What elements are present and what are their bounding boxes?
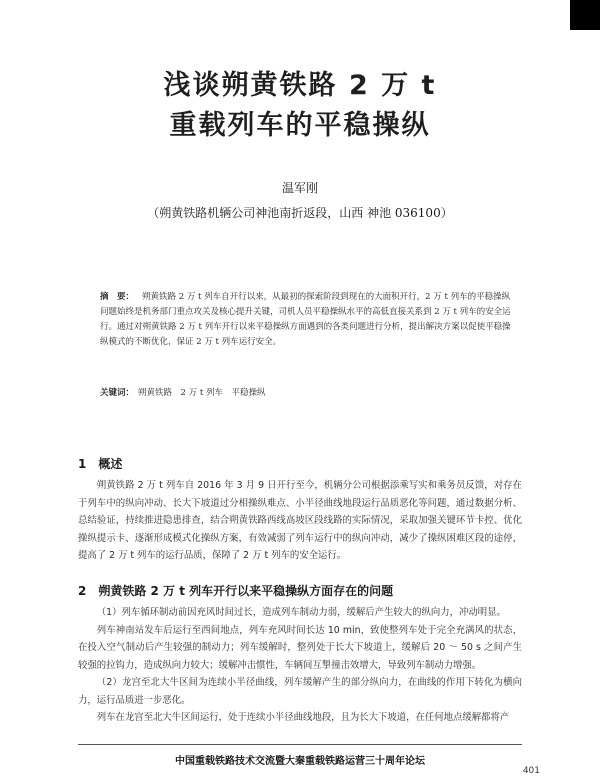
paragraph: （2）龙宫至北大牛区间为连续小半径曲线，列车缓解产生的部分纵向力，在曲线的作用下转化为横向力，运行品质进一步恶化。 xyxy=(78,677,522,706)
keywords xyxy=(100,386,516,398)
scan-corner-mark xyxy=(570,0,600,30)
abstract-label: 摘 要： xyxy=(100,292,135,302)
abstract xyxy=(100,290,516,350)
author-affiliation: （朔黄铁路机辆公司神池南折返段，山西 神池 036100） xyxy=(147,206,453,220)
keywords-label: 关键词： xyxy=(100,388,135,398)
page-number: 401 xyxy=(522,766,540,776)
paragraph: 朔黄铁路 2 万 t 列车自 2016 年 3 月 9 日开行至今，机辆分公司根据添乘写实和乘务员反馈，对存在于列车中的纵向冲动、长大下坡道过分相操纵难点、小半径曲线地段运行品质恶化等问题，通过数据分析、总结验证，持续推进隐患排查，结合朔黄铁路西线高坡区段线路的实际情况，采取加强关键环节卡控、优化操纵提示卡、逐渐形成模式化操纵方案，有效减弱了列车运行中的纵向冲动，减少了操纵困难区段的途停，提高了 2 万 t 列车的运行品质，保障了 2 万 t 列车的安全运行。 xyxy=(78,480,522,561)
section-1-body xyxy=(78,477,522,565)
section-1-heading: 1 概述 xyxy=(78,457,123,471)
article-title xyxy=(0,66,600,146)
title-line-2: 重载列车的平稳操纵 xyxy=(169,110,431,141)
section-2-heading: 2 朔黄铁路 2 万 t 列车开行以来平稳操纵方面存在的问题 xyxy=(78,584,394,598)
title-line-1: 浅谈朔黄铁路 2 万 t xyxy=(163,70,437,101)
footer-conference-name: 中国重载铁路技术交流暨大秦重载铁路运营三十周年论坛 xyxy=(175,756,425,767)
footer-rule xyxy=(78,744,522,745)
abstract-text: 朔黄铁路 2 万 t 列车自开行以来，从最初的探索阶段到现在的大面积开行，2 万 t 列车的平稳操纵问题始终是机务部门重点攻关及核心提升关键，司机人员平稳操纵水平的高低直接关系到 2 万 t 列车的安全运行。通过对朔黄铁路 2 万 t 列车开行以来平稳操纵方面遇到的各类问题进行分析，提出解决方案以促使平稳操纵模式的不断优化，保证 2 万 t 列车运行安全。 xyxy=(100,292,511,347)
author-name: 温军刚 xyxy=(281,181,318,195)
paragraph: （1）列车循环制动前因充风时间过长，造成列车制动力弱，缓解后产生较大的纵向力，冲动明显。 xyxy=(96,607,506,618)
paragraph: 列车神南站发车后运行至西间地点，列车充风时间长达 10 min，致使整列车处于完全充满风的状态，在投入空气制动后产生较强的制动力；列车缓解时，整列处于长大下坡道上，缓解后 20 ～ 50 s 之间产生较强的拉钩力，造成纵向力较大；缓解冲击惯性，车辆间互掣撞击效增大，导致列车制动力增强。 xyxy=(78,624,522,671)
paragraph: 列车在龙宫至北大牛区间运行，处于连续小半径曲线地段，且为长大下坡道，在任何地点缓解都将产 xyxy=(96,712,510,723)
section-2-body xyxy=(78,604,522,727)
keywords-text: 朔黄铁路 2 万 t 列车 平稳操纵 xyxy=(138,388,266,398)
